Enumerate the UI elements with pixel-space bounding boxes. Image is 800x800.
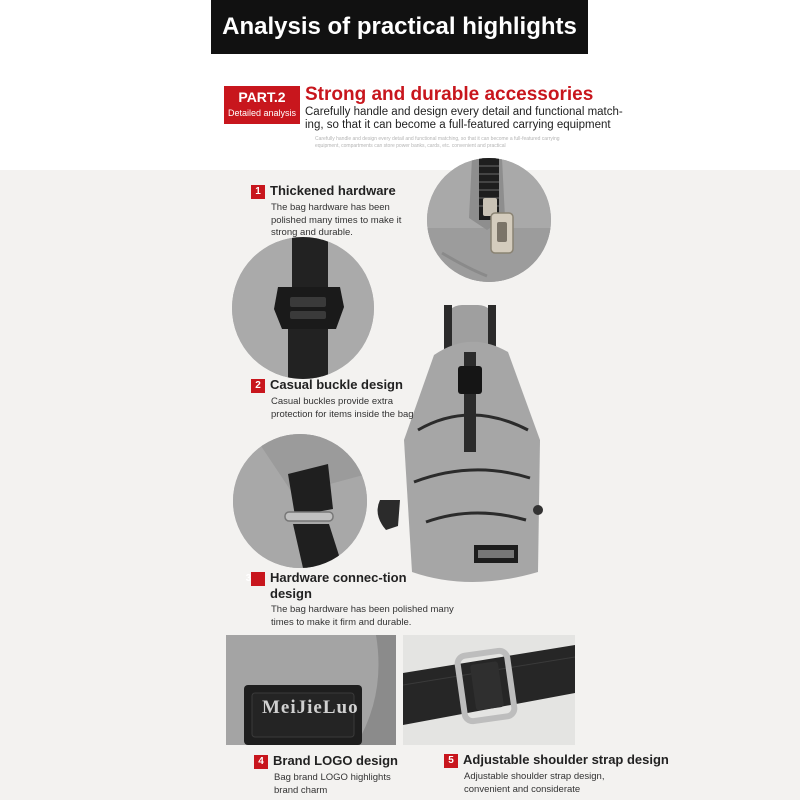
buckle-closeup-photo: [232, 237, 374, 379]
section-faint-text: Carefully handle and design every detail and functional matching, so that it can become a full-featured carrying equipment, compartments can store power banks, cards, etc. convenient and practical: [315, 136, 560, 149]
feature-number: 5: [444, 754, 458, 768]
feature-number: 1: [251, 185, 265, 199]
feature-3: [245, 570, 466, 629]
part-badge-sublabel: Detailed analysis: [227, 108, 297, 118]
feature-title: Adjustable shoulder strap design: [463, 752, 669, 767]
feature-description: Bag brand LOGO highlights brand charm: [274, 772, 391, 796]
sling-bag-photo: [368, 300, 568, 592]
feature-title: Casual buckle design: [270, 377, 403, 392]
feature-description: Adjustable shoulder strap design, convenient and considerate: [464, 771, 605, 795]
section-description: Carefully handle and design every detail and functional match-ing, so that it can become a full-featured carrying equipment: [305, 106, 623, 131]
page-title-banner: [211, 0, 588, 54]
brand-logo-closeup-photo: [226, 635, 396, 745]
feature-title: Brand LOGO design: [273, 753, 398, 768]
zipper-closeup-photo: [427, 158, 551, 282]
section-title: Strong and durable accessories: [305, 84, 594, 105]
feature-2: [251, 377, 421, 421]
part-badge: [224, 86, 300, 124]
feature-4: [254, 753, 414, 797]
feature-5: [444, 752, 694, 796]
page-title: Analysis of practical highlights: [222, 13, 577, 40]
feature-description: The bag hardware has been polished many times to make it firm and durable.: [271, 604, 454, 628]
feature-description: Casual buckles provide extra protection for items inside the bag: [271, 396, 414, 420]
feature-title: Thickened hardware: [270, 183, 396, 198]
feature-title: Hardware connec-tion design: [270, 570, 407, 601]
hardware-connection-photo: [233, 434, 367, 568]
feature-number: 2: [251, 379, 265, 393]
part-badge-label: PART.2: [238, 89, 286, 105]
brand-logo-text: MeiJieLuo: [262, 697, 359, 718]
feature-description: The bag hardware has been polished many times to make it strong and durable.: [271, 202, 402, 238]
feature-1: [251, 183, 416, 240]
feature-number: 4: [254, 755, 268, 769]
feature-number: 3: [251, 572, 265, 586]
shoulder-strap-closeup-photo: [403, 635, 575, 745]
